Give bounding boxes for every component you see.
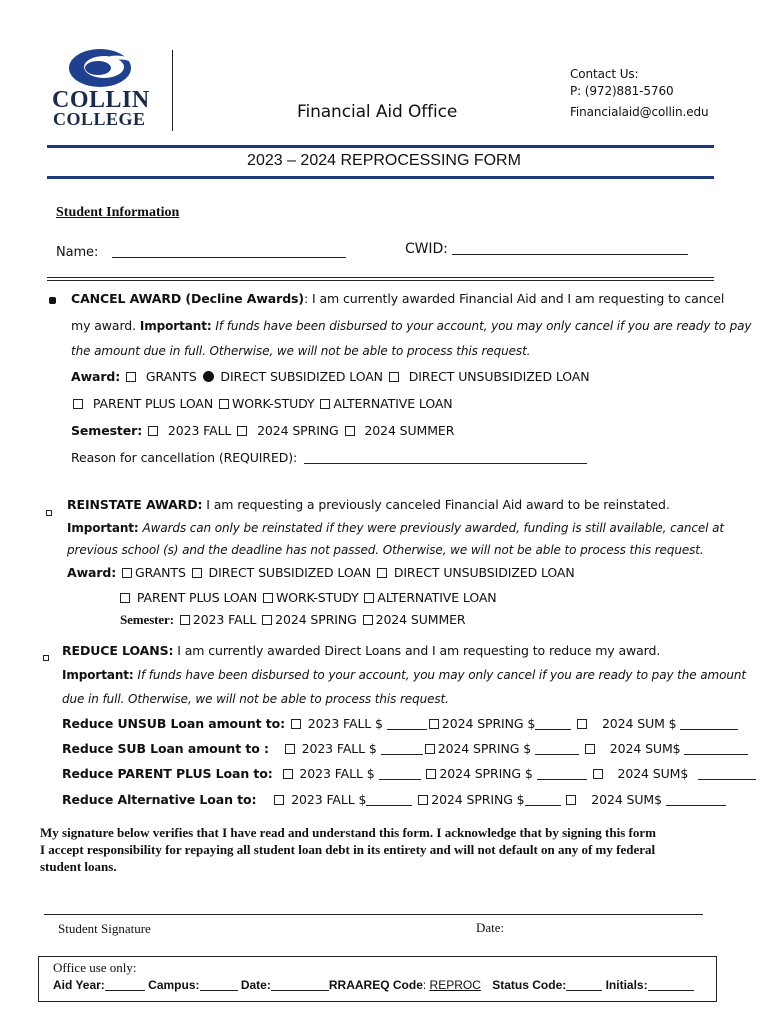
cancel-italic2: the amount due in full. Otherwise, we will not be able to process this request.: [71, 344, 531, 358]
cancel-award-label: Award:: [71, 369, 121, 384]
reduce-sub-sum-label: 2024 SUM$: [609, 741, 681, 756]
name-label: Name:: [56, 245, 99, 260]
cancel-spring-checkbox[interactable]: [237, 426, 247, 436]
reduce-unsub-fall-checkbox[interactable]: [291, 719, 301, 729]
cancel-line2: [71, 318, 751, 333]
rraareq-label: RRAAREQ Code: [328, 978, 423, 992]
statement-line: student loans.: [40, 859, 117, 874]
reduce-unsub-sum-checkbox[interactable]: [577, 719, 587, 729]
reduce-unsub-row: [62, 716, 738, 731]
cancel-alt-loan-label: ALTERNATIVE LOAN: [333, 396, 453, 411]
reduce-important: Important:: [62, 668, 134, 682]
reduce-alt-sum-label: 2024 SUM$: [591, 792, 662, 807]
reduce-row-label: Reduce Alternative Loan to:: [62, 792, 257, 807]
name-field[interactable]: [56, 245, 346, 260]
reinstate-italic1: Awards can only be reinstated if they were previously awarded, funding is still available, cancel at: [142, 521, 724, 535]
initials-label: Initials:: [605, 978, 648, 992]
reduce-parent-plus-row: [62, 766, 756, 781]
cancel-direct-unsub-label: DIRECT UNSUBSIDIZED LOAN: [408, 369, 590, 384]
title-top-rule: [47, 145, 714, 148]
collin-logo: [50, 46, 154, 130]
cancel-text2: my award.: [71, 318, 137, 333]
student-info-heading: Student Information: [56, 205, 180, 220]
reinstate-parent-plus-label: PARENT PLUS LOAN: [136, 590, 258, 605]
reduce-unsub-sum-amount[interactable]: [680, 729, 738, 730]
reinstate-parent-plus-checkbox[interactable]: [120, 593, 130, 603]
reduce-sub-fall-label: 2023 FALL $: [301, 741, 377, 756]
student-signature-label: Student Signature: [58, 921, 151, 936]
reinstate-fall-label: 2023 FALL: [192, 612, 257, 627]
cancel-award-row1: [71, 369, 590, 384]
reinstate-line1: [67, 497, 670, 512]
reinstate-grants-label: GRANTS: [135, 565, 186, 580]
reduce-sub-row: [62, 741, 748, 756]
reinstate-award-label: Award:: [67, 565, 117, 580]
reduce-alt-fall-checkbox[interactable]: [274, 795, 284, 805]
cancel-title: CANCEL AWARD (Decline Awards): [71, 291, 305, 306]
aid-year-label: Aid Year:: [53, 978, 105, 992]
reduce-unsub-fall-amount[interactable]: [387, 729, 427, 730]
reinstate-award-row2: [118, 590, 497, 605]
aid-year-field[interactable]: [105, 990, 145, 991]
reduce-sub-spring-label: 2024 SPRING $: [437, 741, 532, 756]
reduce-parent-plus-spring-label: 2024 SPRING $: [439, 766, 533, 781]
reduce-sub-spring-checkbox[interactable]: [425, 744, 435, 754]
reduce-sub-fall-checkbox[interactable]: [285, 744, 295, 754]
title-bottom-rule: [47, 176, 714, 179]
reinstate-summer-label: 2024 SUMMER: [375, 612, 466, 627]
cancel-reason-field[interactable]: [71, 450, 587, 465]
reduce-sub-sum-amount[interactable]: [684, 754, 748, 755]
cancel-line1: [71, 291, 724, 306]
name-input-line[interactable]: [112, 257, 346, 258]
logo-word-college: COLLEGE: [53, 109, 146, 129]
reinstate-direct-sub-label: DIRECT SUBSIDIZED LOAN: [208, 565, 372, 580]
reduce-alt-sum-checkbox[interactable]: [566, 795, 576, 805]
reduce-line2: [62, 667, 746, 682]
cwid-field[interactable]: [405, 241, 688, 257]
reduce-sub-sum-checkbox[interactable]: [585, 744, 595, 754]
cancel-work-study-label: WORK-STUDY: [231, 396, 315, 411]
form-title: 2023 – 2024 REPROCESSING FORM: [247, 152, 521, 169]
reduce-italic2: due in full. Otherwise, we will not be able to process this request.: [62, 692, 449, 706]
campus-field[interactable]: [200, 990, 238, 991]
cancel-semester-row: [71, 423, 454, 438]
reduce-parent-plus-fall-checkbox[interactable]: [283, 769, 293, 779]
cancel-fall-label: 2023 FALL: [167, 423, 232, 438]
reinstate-work-study-checkbox[interactable]: [263, 593, 273, 603]
contact-phone: P: (972)881-5760: [570, 84, 674, 98]
cancel-bullet-icon: [49, 297, 56, 304]
reduce-text: I am currently awarded Direct Loans and I am requesting to reduce my award.: [173, 643, 661, 658]
reinstate-title: REINSTATE AWARD:: [67, 497, 203, 512]
reinstate-summer-checkbox[interactable]: [363, 615, 373, 625]
statement-line: My signature below verifies that I have read and understand this form. I acknowledge that by signing this form: [40, 825, 656, 840]
rraareq-value: REPROC: [429, 978, 481, 992]
reinstate-fall-checkbox[interactable]: [180, 615, 190, 625]
cwid-label: CWID:: [405, 241, 448, 257]
reduce-row-label: Reduce UNSUB Loan amount to:: [62, 716, 286, 731]
cancel-summer-label: 2024 SUMMER: [364, 423, 455, 438]
office-use-box: [38, 956, 717, 1002]
reduce-unsub-fall-label: 2023 FALL $: [307, 716, 383, 731]
initials-field[interactable]: [648, 990, 694, 991]
reinstate-checkbox[interactable]: [46, 503, 52, 521]
reduce-row-label: Reduce PARENT PLUS Loan to:: [62, 766, 273, 781]
reduce-unsub-spring-label: 2024 SPRING $: [441, 716, 536, 731]
section-divider: [47, 277, 714, 281]
reinstate-direct-sub-checkbox[interactable]: [192, 568, 202, 578]
cancel-summer-checkbox[interactable]: [345, 426, 355, 436]
reduce-alt-spring-label: 2024 SPRING $: [431, 792, 525, 807]
reinstate-line2: [67, 520, 724, 535]
office-use-fields: Aid Year: Campus: Date: RRAAREQ Code: REPROC Status Code: Initials:: [53, 978, 694, 992]
cancel-award-row2: [71, 396, 453, 411]
reduce-alt-spring-checkbox[interactable]: [418, 795, 428, 805]
cancel-semester-label: Semester:: [71, 423, 143, 438]
logo-word-collin: COLLIN: [52, 87, 150, 113]
cancel-direct-sub-checkbox[interactable]: [203, 371, 214, 382]
signature-line[interactable]: [44, 914, 703, 915]
cancel-alt-loan-checkbox[interactable]: [320, 399, 330, 409]
office-date-field[interactable]: [271, 990, 329, 991]
reduce-parent-plus-spring-amount[interactable]: [537, 779, 587, 780]
reduce-alt-fall-amount[interactable]: [366, 805, 412, 806]
campus-label: Campus:: [148, 978, 200, 992]
cancel-work-study-checkbox[interactable]: [219, 399, 229, 409]
reduce-unsub-spring-checkbox[interactable]: [429, 719, 439, 729]
cancel-important: Important:: [139, 319, 212, 333]
reduce-italic1: If funds have been disbursed to your account, you may only cancel if you are ready to pay the amount: [137, 668, 746, 682]
reduce-sub-fall-amount[interactable]: [381, 754, 423, 755]
reinstate-alt-loan-checkbox[interactable]: [364, 593, 374, 603]
reduce-title: REDUCE LOANS:: [62, 643, 174, 658]
reinstate-important: Important:: [67, 521, 139, 535]
cancel-direct-unsub-checkbox[interactable]: [389, 372, 399, 382]
reduce-parent-plus-sum-amount[interactable]: [698, 779, 756, 780]
reinstate-semester-row: [120, 612, 466, 628]
reduce-unsub-sum-label: 2024 SUM $: [601, 716, 677, 731]
statement-line: I accept responsibility for repaying all student loan debt in its entirety and will not default on any of my federal: [40, 842, 656, 857]
office-use-title: Office use only:: [53, 960, 137, 975]
office-date-label: Date:: [240, 978, 271, 992]
contact-label: Contact Us:: [570, 67, 639, 81]
reinstate-alt-loan-label: ALTERNATIVE LOAN: [377, 590, 497, 605]
reinstate-direct-unsub-checkbox[interactable]: [377, 568, 387, 578]
reinstate-direct-unsub-label: DIRECT UNSUBSIDIZED LOAN: [393, 565, 575, 580]
cancel-reason-label: Reason for cancellation (REQUIRED):: [71, 450, 298, 465]
reduce-row-label: Reduce SUB Loan amount to :: [62, 741, 269, 756]
reduce-parent-plus-fall-label: 2023 FALL $: [299, 766, 375, 781]
cwid-input-line[interactable]: [452, 254, 688, 255]
cancel-parent-plus-label: PARENT PLUS LOAN: [92, 396, 214, 411]
office-name: Financial Aid Office: [297, 102, 458, 122]
cancel-grants-checkbox[interactable]: [126, 372, 136, 382]
reduce-checkbox[interactable]: [43, 648, 49, 666]
reinstate-italic2: previous school (s) and the deadline has not passed. Otherwise, we will not be able to process this request.: [67, 543, 704, 557]
reduce-unsub-spring-amount[interactable]: [535, 729, 571, 730]
contact-email: Financialaid@collin.edu: [570, 105, 709, 119]
cancel-parent-plus-checkbox[interactable]: [73, 399, 83, 409]
cancel-text: : I am currently awarded Financial Aid and I am requesting to cancel: [304, 291, 725, 306]
cancel-fall-checkbox[interactable]: [148, 426, 158, 436]
reinstate-grants-checkbox[interactable]: [122, 568, 132, 578]
status-code-field[interactable]: [566, 990, 602, 991]
reduce-alt-spring-amount[interactable]: [525, 805, 561, 806]
reinstate-semester-label: Semester:: [120, 612, 174, 627]
cancel-spring-label: 2024 SPRING: [257, 423, 339, 438]
logo-swirl-icon: [50, 46, 154, 90]
cancel-reason-input-line[interactable]: [304, 463, 587, 464]
reduce-parent-plus-spring-checkbox[interactable]: [426, 769, 436, 779]
reinstate-text: I am requesting a previously canceled Financial Aid award to be reinstated.: [202, 497, 670, 512]
signature-statement: [40, 824, 656, 875]
reduce-parent-plus-sum-checkbox[interactable]: [593, 769, 603, 779]
cancel-italic1: If funds have been disbursed to your account, you may only cancel if you are ready to pay: [215, 319, 752, 333]
status-code-label: Status Code:: [492, 978, 567, 992]
reduce-alt-fall-label: 2023 FALL $: [291, 792, 367, 807]
cancel-grants-label: GRANTS: [145, 369, 197, 384]
reduce-parent-plus-fall-amount[interactable]: [379, 779, 421, 780]
header-divider: [172, 50, 173, 131]
reduce-parent-plus-sum-label: 2024 SUM$: [617, 766, 689, 781]
cancel-direct-sub-label: DIRECT SUBSIDIZED LOAN: [220, 369, 383, 384]
reinstate-work-study-label: WORK-STUDY: [275, 590, 359, 605]
reinstate-award-row1: [67, 565, 575, 580]
reduce-line1: [62, 643, 660, 658]
reduce-sub-spring-amount[interactable]: [535, 754, 579, 755]
reduce-alternative-row: [62, 792, 726, 807]
reinstate-spring-checkbox[interactable]: [262, 615, 272, 625]
reduce-alt-sum-amount[interactable]: [666, 805, 726, 806]
reinstate-spring-label: 2024 SPRING: [275, 612, 357, 627]
signature-date-label: Date:: [476, 920, 505, 935]
